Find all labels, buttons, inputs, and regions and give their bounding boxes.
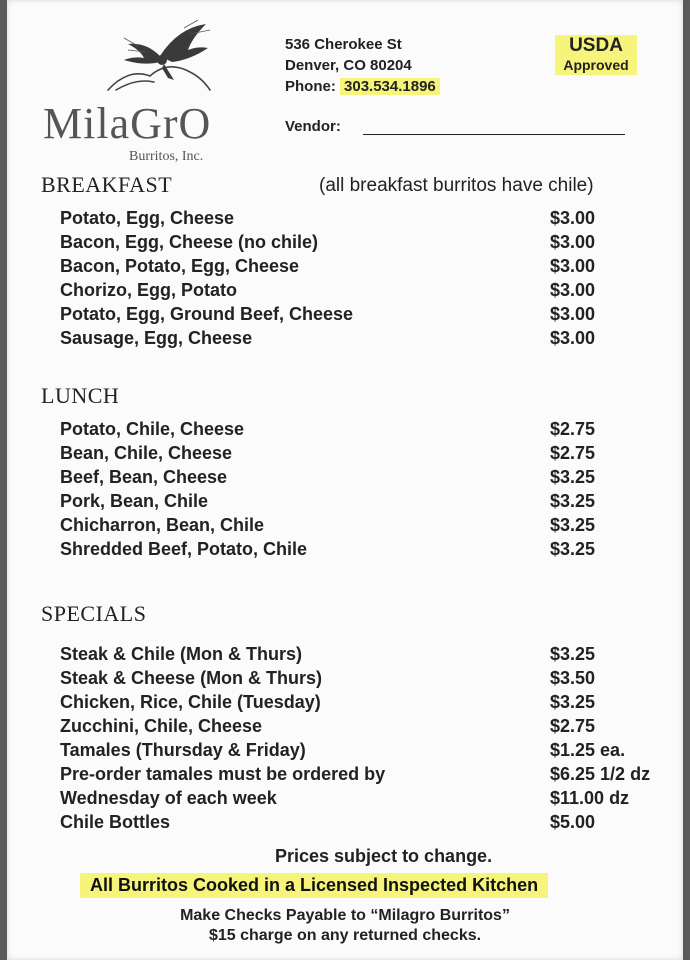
menu-item-name: Beef, Bean, Cheese bbox=[60, 467, 228, 487]
menu-item-price: $3.25 bbox=[550, 491, 596, 511]
menu-item-price: $3.00 bbox=[550, 232, 596, 252]
menu-item-name: Bean, Chile, Cheese bbox=[60, 443, 233, 463]
usda-approved: Approved bbox=[563, 57, 629, 73]
menu-item-name: Bacon, Egg, Cheese (no chile) bbox=[60, 232, 319, 252]
menu-item-price: $1.25 ea. bbox=[550, 740, 626, 760]
menu-item-price: $3.00 bbox=[550, 280, 596, 300]
menu-item-price: $6.25 1/2 dz bbox=[550, 764, 651, 784]
menu-item-price: $3.25 bbox=[550, 692, 596, 712]
menu-item-price: $3.25 bbox=[550, 515, 596, 535]
menu-item-name: Potato, Chile, Cheese bbox=[60, 419, 245, 439]
usda-badge bbox=[555, 35, 637, 75]
menu-item-price: $2.75 bbox=[550, 716, 596, 736]
logo bbox=[43, 20, 243, 164]
eagle-mountain-icon bbox=[98, 20, 218, 100]
menu-item-name: Chile Bottles bbox=[60, 812, 171, 832]
lunch-title: LUNCH bbox=[41, 383, 120, 408]
menu-item-name: Chorizo, Egg, Potato bbox=[60, 280, 237, 300]
menu-page bbox=[7, 0, 683, 960]
checks-info bbox=[7, 906, 683, 946]
menu-item-name: Steak & Cheese (Mon & Thurs) bbox=[60, 668, 323, 688]
menu-item-price: $3.25 bbox=[550, 644, 596, 664]
menu-item-name: Chicken, Rice, Chile (Tuesday) bbox=[60, 692, 321, 712]
phone-label: Phone: bbox=[285, 78, 336, 95]
brand-subtitle: Burritos, Inc. bbox=[129, 149, 204, 164]
menu-item-price: $2.75 bbox=[550, 443, 596, 463]
phone-number: 303.534.1896 bbox=[340, 78, 440, 95]
city: Denver, CO 80204 bbox=[285, 57, 412, 74]
menu-item-name: Steak & Chile (Mon & Thurs) bbox=[60, 644, 303, 664]
menu-item-name: Sausage, Egg, Cheese bbox=[60, 328, 253, 348]
menu-item-name: Pre-order tamales must be ordered by bbox=[60, 764, 386, 784]
menu-item-price: $5.00 bbox=[550, 812, 596, 832]
licensed-kitchen-notice: All Burritos Cooked in a Licensed Inspected Kitchen bbox=[80, 873, 548, 898]
menu-item-price: $11.00 dz bbox=[550, 788, 630, 808]
breakfast-title: BREAKFAST bbox=[41, 172, 173, 197]
menu-item-name: Tamales (Thursday & Friday) bbox=[60, 740, 306, 760]
prices-subject-to-change: Prices subject to change. bbox=[275, 846, 493, 866]
brand-name: MilaGrO bbox=[43, 99, 212, 148]
menu-item-name: Pork, Bean, Chile bbox=[60, 491, 209, 511]
menu-item-price: $3.00 bbox=[550, 304, 596, 324]
menu-item-price: $3.50 bbox=[550, 668, 596, 688]
usda-title: USDA bbox=[569, 35, 623, 56]
menu-item-price: $3.25 bbox=[550, 467, 596, 487]
specials-title: SPECIALS bbox=[41, 601, 147, 626]
returned-checks: $15 charge on any returned checks. bbox=[208, 927, 482, 944]
menu-item-name: Bacon, Potato, Egg, Cheese bbox=[60, 256, 300, 276]
menu-item-price: $2.75 bbox=[550, 419, 596, 439]
menu-item-price: $3.00 bbox=[550, 208, 596, 228]
menu-item-name: Zucchini, Chile, Cheese bbox=[60, 716, 263, 736]
menu-item-name: Potato, Egg, Ground Beef, Cheese bbox=[60, 304, 354, 324]
vendor-label: Vendor: bbox=[285, 118, 341, 135]
menu-item-name: Potato, Egg, Cheese bbox=[60, 208, 235, 228]
menu-item-price: $3.25 bbox=[550, 539, 596, 559]
menu-item-price: $3.00 bbox=[550, 328, 596, 348]
menu-item-price: $3.00 bbox=[550, 256, 596, 276]
vendor-line bbox=[363, 134, 625, 135]
menu-item-name: Chicharron, Bean, Chile bbox=[60, 515, 265, 535]
phone-row bbox=[285, 76, 440, 97]
breakfast-note: (all breakfast burritos have chile) bbox=[319, 175, 594, 196]
checks-payable: Make Checks Payable to “Milagro Burritos” bbox=[180, 907, 510, 924]
address-block bbox=[285, 34, 440, 97]
menu-item-name: Shredded Beef, Potato, Chile bbox=[60, 539, 308, 559]
street: 536 Cherokee St bbox=[285, 36, 402, 53]
menu-item-name: Wednesday of each week bbox=[60, 788, 277, 808]
